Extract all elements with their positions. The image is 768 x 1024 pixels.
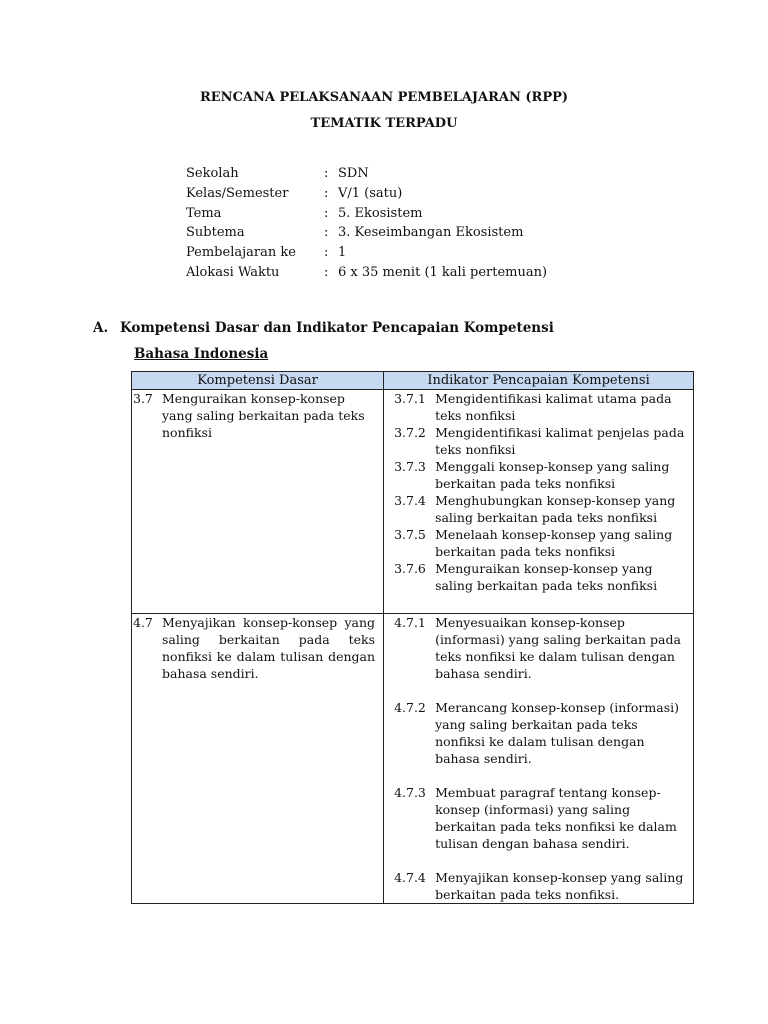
indicator-number: 3.7.2 <box>394 425 426 440</box>
identity-label: Pembelajaran ke <box>186 245 296 261</box>
indicator-number: 3.7.3 <box>394 459 426 474</box>
indicator-list <box>384 614 693 903</box>
identity-colon: : <box>324 185 329 201</box>
indicator-number: 3.7.6 <box>394 561 426 576</box>
kd-cell <box>132 390 384 614</box>
table-row <box>132 390 694 614</box>
indicator-item <box>394 699 689 767</box>
indicator-number: 3.7.4 <box>394 493 426 508</box>
document-title: RENCANA PELAKSANAAN PEMBELAJARAN (RPP) <box>199 90 569 105</box>
indicator-number: 3.7.1 <box>394 391 426 406</box>
indicator-text: Menyesuaikan konsep-konsep (informasi) yang saling berkaitan pada teks nonfiksi ke dalam tulisan dengan bahasa sendiri. <box>435 615 681 681</box>
indicator-item <box>394 526 689 560</box>
identity-colon: : <box>324 225 329 241</box>
identity-label: Tema <box>186 205 222 221</box>
section-heading <box>93 320 554 336</box>
identity-value: 1 <box>338 245 347 261</box>
indicator-text: Menguraikan konsep-konsep yang saling berkaitan pada teks nonfiksi <box>435 561 658 593</box>
indicator-text: Merancang konsep-konsep (informasi) yang saling berkaitan pada teks nonfiksi ke dalam tulisan dengan bahasa sendiri. <box>435 700 679 766</box>
kd-item <box>132 614 383 682</box>
indicator-item <box>394 784 689 852</box>
identity-colon: : <box>324 205 329 221</box>
indicator-text: Mengidentifikasi kalimat utama pada teks nonfiksi <box>435 391 672 423</box>
indicator-number: 4.7.3 <box>394 785 426 800</box>
document-subtitle: TEMATIK TERPADU <box>310 116 458 131</box>
identity-colon: : <box>324 166 329 181</box>
indicator-item <box>394 458 689 492</box>
identity-row <box>186 263 547 283</box>
kd-item <box>132 390 383 441</box>
identity-row <box>186 164 547 184</box>
identity-value: 6 x 35 menit (1 kali pertemuan) <box>338 264 548 280</box>
indicator-text: Menelaah konsep-konsep yang saling berkaitan pada teks nonfiksi <box>435 527 673 559</box>
indicator-item <box>394 560 689 594</box>
header-indikator: Indikator Pencapaian Kompetensi <box>384 372 694 390</box>
table-header-row <box>132 372 694 390</box>
kd-cell <box>132 614 384 904</box>
header-kompetensi-dasar: Kompetensi Dasar <box>132 372 384 390</box>
identity-label: Sekolah <box>186 166 239 181</box>
indicator-item <box>394 492 689 526</box>
identity-label: Alokasi Waktu <box>186 264 280 280</box>
indicator-text: Mengidentifikasi kalimat penjelas pada teks nonfiksi <box>435 425 685 457</box>
competency-table <box>131 371 694 904</box>
identity-label: Kelas/Semester <box>186 185 289 201</box>
kd-text: Menguraikan konsep-konsep yang saling berkaitan pada teks nonfiksi <box>162 391 365 440</box>
section-letter: A. <box>93 320 109 336</box>
table-row <box>132 614 694 904</box>
indicator-item <box>394 869 689 903</box>
subject-heading: Bahasa Indonesia <box>134 346 269 362</box>
indicator-text: Menghubungkan konsep-konsep yang saling berkaitan pada teks nonfiksi <box>435 493 676 525</box>
indicator-number: 4.7.2 <box>394 700 426 715</box>
indicator-item <box>394 424 689 458</box>
identity-row <box>186 223 547 243</box>
indicator-number: 4.7.1 <box>394 615 426 630</box>
indicator-list <box>384 390 693 594</box>
identity-colon: : <box>324 264 329 280</box>
indicator-text: Membuat paragraf tentang konsep-konsep (informasi) yang saling berkaitan pada teks nonfiksi ke dalam tulisan dengan bahasa sendiri. <box>435 785 677 851</box>
identity-value: SDN <box>338 166 369 181</box>
section-title: Kompetensi Dasar dan Indikator Pencapaian Kompetensi <box>120 320 554 336</box>
identity-value: 3. Keseimbangan Ekosistem <box>338 225 524 241</box>
indicator-cell <box>384 390 694 614</box>
identity-label: Subtema <box>186 225 245 241</box>
kd-text: Menyajikan konsep-konsep yang saling berkaitan pada teks nonfiksi ke dalam tulisan dengan bahasa sendiri. <box>162 615 376 681</box>
identity-row <box>186 184 547 204</box>
indicator-item <box>394 390 689 424</box>
identity-colon: : <box>324 245 329 261</box>
identity-block <box>186 164 547 283</box>
indicator-cell <box>384 614 694 904</box>
indicator-text: Menggali konsep-konsep yang saling berkaitan pada teks nonfiksi <box>435 459 670 491</box>
kd-number: 3.7 <box>133 391 153 406</box>
identity-row <box>186 204 547 224</box>
identity-row <box>186 243 547 263</box>
indicator-text: Menyajikan konsep-konsep yang saling berkaitan pada teks nonfiksi. <box>435 870 684 902</box>
identity-value: 5. Ekosistem <box>338 205 423 221</box>
indicator-item <box>394 614 689 682</box>
indicator-number: 4.7.4 <box>394 870 426 885</box>
identity-value: V/1 (satu) <box>338 185 403 201</box>
indicator-number: 3.7.5 <box>394 527 426 542</box>
kd-number: 4.7 <box>133 615 153 630</box>
